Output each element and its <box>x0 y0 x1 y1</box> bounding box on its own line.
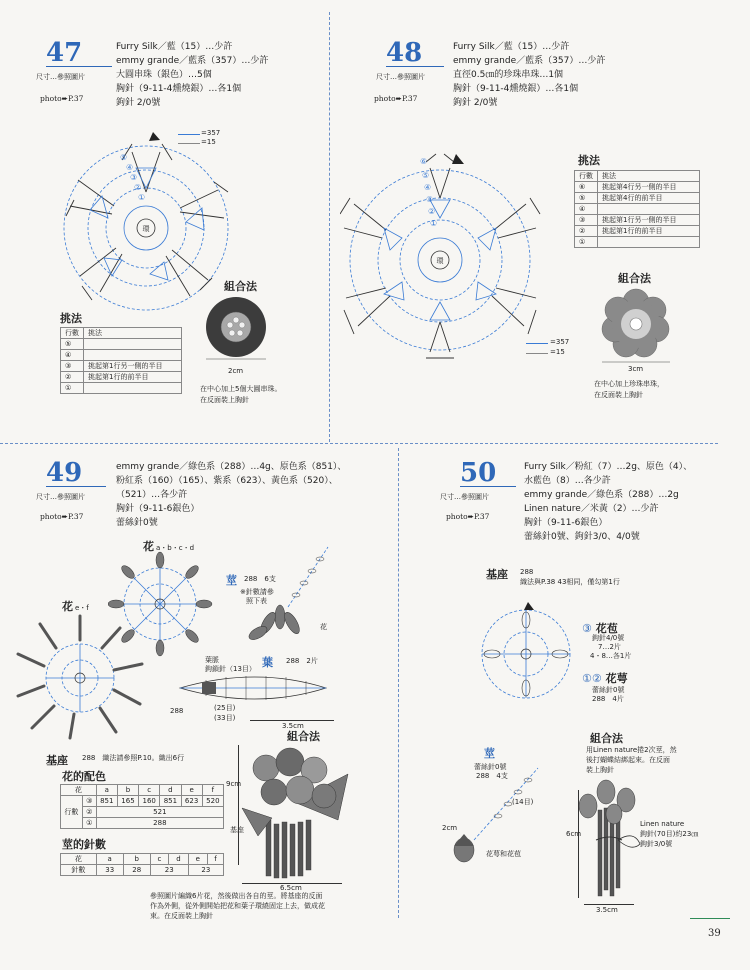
material-line: 直徑0.5㎝的珍珠串珠…1個 <box>453 70 564 80</box>
assembly-illustration-48 <box>596 284 676 364</box>
material-line: Linen nature／米黃（2）…少許 <box>524 504 659 514</box>
base-info: 288 織法請參照P.10。織出6行 <box>82 754 185 762</box>
material-line: 胸針（9-11-4燻燒銀）…各1個 <box>116 84 242 94</box>
leaf-note: 葉脈 <box>205 656 219 664</box>
legend-line-357 <box>526 343 548 344</box>
table-header: e <box>188 854 207 865</box>
round-label: ① <box>138 193 146 202</box>
table-row <box>61 796 224 807</box>
row-method <box>84 383 182 394</box>
row-method <box>84 339 182 350</box>
base-title: 基座 <box>486 568 508 581</box>
cell: 33 <box>96 865 123 876</box>
round-label: ③ <box>426 195 434 204</box>
row-method: 挑起第4行另一側的半目 <box>598 182 700 193</box>
leaf-chart <box>176 670 332 714</box>
calyx-title <box>582 670 628 686</box>
legend-15: =15 <box>550 348 565 356</box>
table-header: f <box>202 785 223 796</box>
ring-label: 環 <box>142 225 150 233</box>
round-label: ⑥ <box>420 157 428 166</box>
assembly-base-label: 基座 <box>230 826 244 834</box>
color-table <box>60 784 224 829</box>
cell: 623 <box>181 796 202 807</box>
row-num: ⑤ <box>575 193 598 204</box>
cell: 851 <box>160 796 181 807</box>
table-header: d <box>169 854 188 865</box>
material-line: 胸針（9-11-6銀色） <box>524 518 608 528</box>
assembly-title: 組合法 <box>224 280 257 293</box>
photo-reference: photo➨P.37 <box>446 512 490 521</box>
materials-list <box>116 40 268 110</box>
flower-sublabel: a・b・c・d <box>156 544 195 552</box>
leaf-info: 288 2片 <box>286 657 318 665</box>
table-header: a <box>96 785 117 796</box>
table-row <box>61 372 182 383</box>
table-header: 行數 <box>61 328 84 339</box>
linen-note: 鉤針(70目)約23㎝ <box>640 830 699 838</box>
table-header: c <box>150 854 168 865</box>
cell: 23 <box>188 865 223 876</box>
row-num: ④ <box>575 204 598 215</box>
row-num: ④ <box>61 350 84 361</box>
flower-sublabel: e・f <box>75 604 89 612</box>
bud-label: 花苞 <box>595 622 618 635</box>
calyx-info: 蕾絲針0號 <box>592 686 625 694</box>
assembly-title: 組合法 <box>618 272 651 285</box>
table-row <box>61 818 224 829</box>
photo-reference: photo➨P.37 <box>40 94 84 103</box>
calyx-number: ①② <box>582 672 602 685</box>
stem-info: 蕾絲針0號 <box>474 763 507 771</box>
table-header: 花 <box>61 854 97 865</box>
row-num: ① <box>82 818 96 829</box>
row-num: ③ <box>575 215 598 226</box>
table-header: b <box>123 854 150 865</box>
assembly-dimension: 2cm <box>228 367 244 375</box>
assembly-illustration-50 <box>570 770 650 900</box>
stem-info: 288 6支 <box>244 575 276 583</box>
assembly-note: 作為外側，從外側開始把花和葉子環繞固定上去，做成花 <box>150 902 325 910</box>
assembly-note: 在反面裝上胸針 <box>200 396 249 404</box>
base-chart-50 <box>474 600 584 710</box>
table-row <box>61 865 224 876</box>
stem-count-title: 莖的針數 <box>62 838 106 851</box>
material-line: Furry Silk／粉紅（7）…2g、原色（4）、 <box>524 462 693 472</box>
material-line: emmy grande／藍系（357）…少許 <box>116 56 269 66</box>
table-row <box>61 361 182 372</box>
base-title: 基座 <box>46 754 68 767</box>
bud-number: ③ <box>582 622 592 635</box>
footer-rule <box>690 918 730 919</box>
stem-chain: (14目) <box>512 798 534 806</box>
table-header: 行數 <box>575 171 598 182</box>
material-line: 水藍色（8）…各少許 <box>524 476 611 486</box>
page-number: 39 <box>708 928 721 939</box>
material-line: 胸針（9-11-6銀色） <box>116 504 200 514</box>
pick-table <box>60 327 182 394</box>
cell: 851 <box>96 796 117 807</box>
assembly-width: 6.5cm <box>280 884 302 892</box>
table-header: e <box>181 785 202 796</box>
material-line: 鉤針 2/0號 <box>453 98 498 108</box>
row-num: ② <box>61 372 84 383</box>
row-num: ③ <box>82 796 96 807</box>
material-line: emmy grande／綠色系（288）…4g、原色系（851）、 <box>116 462 347 472</box>
round-label: ② <box>134 183 142 192</box>
base-info: 288 <box>520 568 534 576</box>
round-label: ⑤ <box>422 171 430 180</box>
round-label: ④ <box>126 163 134 172</box>
material-line: emmy grande／綠色系（288）…2g <box>524 490 679 500</box>
assembly-illustration-47 <box>200 296 272 362</box>
stem-flower-label: 花 <box>320 623 327 631</box>
leaf-chain: (33目) <box>214 714 236 722</box>
divider-vertical-bottom <box>398 448 399 918</box>
table-row <box>61 339 182 350</box>
assembly-width: 3.5cm <box>596 906 618 914</box>
cell: 288 <box>96 818 223 829</box>
linen-note: Linen nature <box>640 820 685 828</box>
row-label: 行數 <box>61 796 83 829</box>
color-title: 花的配色 <box>62 770 106 783</box>
row-method: 挑起第1行的前半目 <box>84 372 182 383</box>
pattern-number: 49 <box>46 460 106 487</box>
cell: 28 <box>123 865 150 876</box>
pattern-number: 47 <box>46 40 112 67</box>
table-row <box>61 350 182 361</box>
table-header: 挑法 <box>84 328 182 339</box>
legend-357: =357 <box>550 338 570 346</box>
row-method <box>84 350 182 361</box>
stem-title: 莖 <box>484 747 495 760</box>
material-line: （521）…各少許 <box>116 490 188 500</box>
material-line: Furry Silk／藍（15）…少許 <box>453 42 570 52</box>
width-dim-line <box>584 904 634 905</box>
assembly-note: 用Linen nature捲2次莖，然 <box>586 746 677 754</box>
material-line: 胸針（9-11-4燻燒銀）…各1個 <box>453 84 579 94</box>
photo-reference: photo➨P.37 <box>40 512 84 521</box>
row-method: 挑起第1行另一側的半目 <box>598 215 700 226</box>
base-info: 織法與P.38 43相同，僅勾第1行 <box>520 578 620 586</box>
table-row <box>575 193 700 204</box>
height-dim-line <box>578 790 579 898</box>
assembly-illustration-49 <box>232 740 362 880</box>
row-num: ① <box>61 383 84 394</box>
table-row <box>61 383 182 394</box>
table-header: f <box>207 854 223 865</box>
row-num: ⑥ <box>575 182 598 193</box>
flower-label: 花 <box>62 600 73 613</box>
material-line: Furry Silk／藍（15）…少許 <box>116 42 233 52</box>
row-method <box>598 204 700 215</box>
divider-horizontal <box>0 443 718 444</box>
assembly-dimension: 3cm <box>628 365 644 373</box>
bud-info: 鉤針4/0號 <box>592 634 625 642</box>
legend-line-15 <box>526 353 548 354</box>
assembly-title: 組合法 <box>590 732 623 745</box>
row-num: ② <box>82 807 96 818</box>
assembly-height: 9cm <box>226 780 242 788</box>
stem-info: 288 4支 <box>476 772 508 780</box>
ring-label: 環 <box>436 257 444 265</box>
size-reference: 尺寸…參照圖片 <box>36 73 85 81</box>
pattern-number: 48 <box>386 40 444 67</box>
leaf-dimension: 3.5cm <box>282 722 304 730</box>
assembly-note: 束。在反面裝上胸針 <box>150 912 213 920</box>
legend-357: =357 <box>201 129 221 137</box>
leaf-dim-line <box>250 720 334 721</box>
leaf-note: 鉤鎖針（13目） <box>205 665 256 673</box>
material-line: 大圓串珠（銀色）…5個 <box>116 70 212 80</box>
assembly-note: 在中心加上5個大圓串珠。 <box>200 385 282 393</box>
assembly-note: 參照圖片編織6片花，然後做出各自的莖。將基座的反面 <box>150 892 323 900</box>
row-method: 挑起第1行另一側的半目 <box>84 361 182 372</box>
assembly-note: 後打蝴蝶結綁起來。在反面 <box>586 756 670 764</box>
round-label: ④ <box>424 183 432 192</box>
calyx-label: 花萼 <box>605 672 628 685</box>
row-num: ③ <box>61 361 84 372</box>
pattern-number: 50 <box>460 460 516 487</box>
cell: 521 <box>96 807 223 818</box>
leaf-title: 葉 <box>262 656 273 669</box>
stem-dimension: 2cm <box>442 824 458 832</box>
calyx-info: 288 4片 <box>592 695 624 703</box>
table-header: d <box>160 785 181 796</box>
materials-list <box>116 460 346 530</box>
assembly-note: 在中心加上珍珠串珠， <box>594 380 664 388</box>
assembly-title: 組合法 <box>287 730 320 743</box>
table-header: 挑法 <box>598 171 700 182</box>
photo-reference: photo➨P.37 <box>374 94 418 103</box>
round-label: ② <box>428 207 436 216</box>
legend-15: =15 <box>201 138 216 146</box>
material-line: 蕾絲針0號 <box>116 518 158 528</box>
size-reference: 尺寸…參照圖片 <box>376 73 425 81</box>
table-row <box>575 237 700 248</box>
table-row <box>575 182 700 193</box>
row-label: 針數 <box>61 865 97 876</box>
cell: 23 <box>150 865 188 876</box>
calyx-bud-label: 花萼和花苞 <box>486 850 521 858</box>
stem-note: ※針數請參 <box>240 588 274 596</box>
round-label: ① <box>430 219 438 228</box>
material-line: 蕾絲針0號、鉤針3/0、4/0號 <box>524 532 640 542</box>
table-row <box>575 226 700 237</box>
flower-label: 花 <box>143 540 154 553</box>
table-header: b <box>117 785 138 796</box>
round-label: ⑤ <box>120 153 128 162</box>
row-method <box>598 237 700 248</box>
table-header: a <box>96 854 123 865</box>
bud-info: 4・8…各1片 <box>590 652 632 660</box>
cell: 165 <box>117 796 138 807</box>
assembly-note: 在反面裝上胸針 <box>594 391 643 399</box>
row-method: 挑起第1行的前半目 <box>598 226 700 237</box>
assembly-note: 裝上胸針 <box>586 766 614 774</box>
materials-list <box>453 40 605 110</box>
pick-title: 挑法 <box>578 154 600 167</box>
bud-info: 7…2片 <box>598 643 621 651</box>
crochet-chart-48 <box>340 148 550 368</box>
row-method: 挑起第4行的前半目 <box>598 193 700 204</box>
materials-list <box>524 460 692 544</box>
leaf-chain: (25目) <box>214 704 236 712</box>
stem-title: 莖 <box>226 574 237 587</box>
pick-title: 挑法 <box>60 312 82 325</box>
leaf-288: 288 <box>170 707 184 715</box>
row-num: ② <box>575 226 598 237</box>
divider-vertical-top <box>329 12 330 442</box>
assembly-height: 6cm <box>566 830 582 838</box>
table-header: c <box>139 785 160 796</box>
round-label: ③ <box>130 173 138 182</box>
table-row <box>61 807 224 818</box>
row-num: ① <box>575 237 598 248</box>
size-reference: 尺寸…參照圖片 <box>36 493 85 501</box>
table-row <box>575 204 700 215</box>
flower-chart-ef <box>14 612 154 742</box>
cell: 160 <box>139 796 160 807</box>
cell: 520 <box>202 796 223 807</box>
material-line: 粉紅系（160）（165）、紫系（623）、黃色系（520）、 <box>116 476 338 486</box>
row-num: ⑤ <box>61 339 84 350</box>
stem-note: 照下表 <box>246 597 267 605</box>
size-reference: 尺寸…參照圖片 <box>440 493 489 501</box>
material-line: emmy grande／藍系（357）…少許 <box>453 56 606 66</box>
table-header: 花 <box>61 785 97 796</box>
table-row <box>575 215 700 226</box>
material-line: 鉤針 2/0號 <box>116 98 161 108</box>
pick-table <box>574 170 700 248</box>
stem-count-table <box>60 853 224 876</box>
linen-note: 鉤針3/0號 <box>640 840 673 848</box>
height-dim-line <box>238 745 239 865</box>
